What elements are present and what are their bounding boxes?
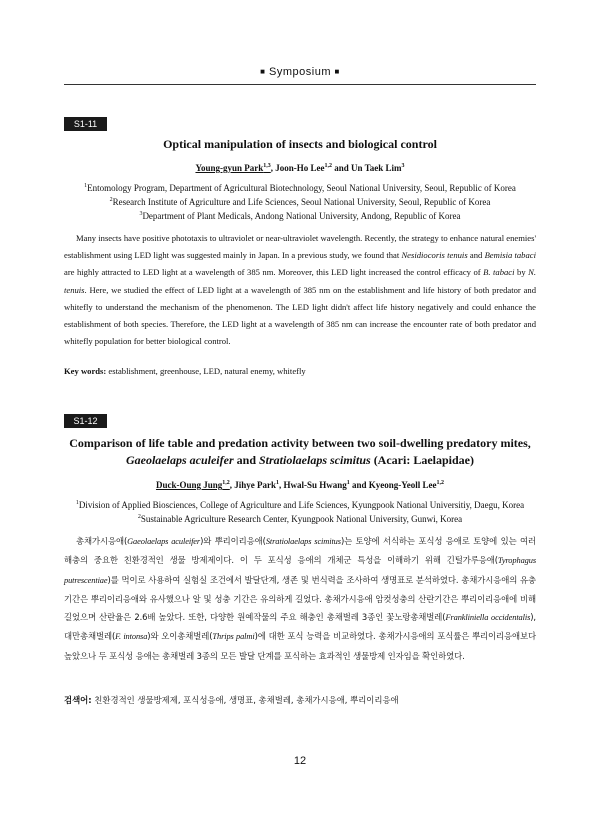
author-list: Young-gyun Park$^{1,3}$, Joon-Ho Lee$^{1,2}$ and Un Taek Lim$^3$ (195, 163, 405, 173)
presenting-author: Young-gyun Park$^{1,3}$ (195, 163, 271, 173)
abstract-paragraph: 총채가시응애(Gaeolaelaps aculeifer)와 뿌리이리응애(Stratiolaelaps scimitus)는 토양에 서식하는 포식성 응애로 토양에 있는 여러 해충의 중요한 친환경적인 생물 방제제이다. 이 두 포식성 응애의 개체군 특성을 이해하기 위해 긴털가루응애(Tyrophagus putrescentiae)를 먹이로 사용하여 실험실 조건에서 발달단계, 생존 및 번식력을 조사하여 생명표로 분석하였다. 총채가시응애의 유충 기간은 뿌리이리응애와 유사했으나 알 및 성충 기간은 유의하게 길었다. 총채가시응애 암컷성충의 산란기간은 뿌리이리응애에 비해 길었으며 산란율은 2.6배 높았다. 또한, 다양한 원예작물의 주요 해충인 총채벌레 3종인 꽃노랑총채벌레(Frankliniella occidentalis), 대만총채벌레(F. intonsa)와 오이총채벌레(Thrips palmi)에 대한 포식 능력을 비교하였다. 총채가시응애의 포식률은 뿌리이리응애보다 높았으나 두 포식성 응애는 총채벌레 3종의 모든 발달 단계를 포식하는 효과적인 생물방제 인자임을 확인하였다. (64, 536, 536, 661)
abstract-paragraph: Many insects have positive phototaxis to ultraviolet or near-ultraviolet wavelength. Recently, the strategy to enhance natural enemies' establishment using LED light was suggested mainly in Japan. In a previous study, we found that Nesidiocoris tenuis and Bemisia tabaci are highly attracted to LED light at a wavelength of 385 nm. Moreover, this LED light increased the control efficacy of B. tabaci by N. tenuis. Here, we studied the effect of LED light at a wavelength of 385 nm on the establishment and life history of both predator and whitefly to understand the mechanism of the phenomenon. The LED light didn't affect life history negatively and could enhance the establishment of both species. Therefore, the LED light at a wavelength of 385 nm can increase the encounter rate of both predator and whitefly population for better biological control. (64, 233, 537, 347)
presenting-author: Duck-Oung Jung$^{1,2}$ (155, 480, 230, 490)
abstract-title: Optical manipulation of insects and biological control (163, 137, 437, 151)
affiliations (64, 497, 536, 525)
keywords-text: establishment, greenhouse, LED, natural enemy, whitefly (108, 366, 306, 376)
square-bullet-icon: ■ (260, 67, 266, 76)
keywords-label: 검색어: (64, 695, 92, 705)
keywords (64, 366, 536, 376)
session-badge: S1-11 (64, 117, 107, 131)
affiliation: $^1$Entomology Program, Department of Agricultural Biotechnology, Seoul National University, Seoul, Republic of Korea (84, 183, 516, 193)
author: and Un Taek Lim$^3$ (334, 163, 405, 173)
keywords-label: Key words: (64, 366, 107, 376)
affiliation: $^1$Division of Applied Biosciences, College of Agriculture and Life Sciences, Kyungpook National Universitiy, Daegu, Korea (75, 500, 525, 510)
author: and Kyeong-Yeoll Lee$^{1,2}$ (352, 480, 445, 490)
author-list: Duck-Oung Jung$^{1,2}$, Jihye Park$^1$, Hwal-Su Hwang$^1$ and Kyeong-Yeoll Lee$^{1,2}$ (155, 480, 445, 490)
abstract-title: Comparison of life table and predation activity between two soil-dwelling predatory mites, Gaeolaelaps aculeifer and Stratiolaelaps scimitus (Acari: Laelapidae) (69, 436, 531, 467)
square-bullet-icon: ■ (334, 67, 340, 76)
author: Jihye Park$^1$ (234, 480, 279, 490)
author: Joon-Ho Lee$^{1,2}$ (275, 163, 332, 173)
affiliation: $^2$Sustainable Agriculture Research Center, Kyungpook National University, Gunwi, Korea (137, 514, 463, 524)
author: Hwal-Su Hwang$^1$ (283, 480, 350, 490)
header-text: Symposium (269, 66, 331, 78)
abstract-body (64, 230, 536, 350)
affiliation: $^2$Research Institute of Agriculture and Life Sciences, Seoul National University, Seoul, Republic of Korea (109, 197, 491, 207)
session-badge: S1-12 (64, 414, 107, 428)
running-header (0, 66, 600, 78)
keywords (64, 694, 536, 706)
abstract-body (64, 532, 536, 665)
page-number: 12 (293, 755, 307, 767)
keywords-text: 친환경적인 생물방제제, 포식성응애, 생명표, 총채벌레, 총채가시응애, 뿌리이리응애 (94, 695, 399, 705)
header-rule (64, 84, 536, 85)
affiliations (64, 180, 536, 222)
affiliation: $^3$Department of Plant Medicals, Andong National University, Andong, Republic of Korea (139, 211, 461, 221)
